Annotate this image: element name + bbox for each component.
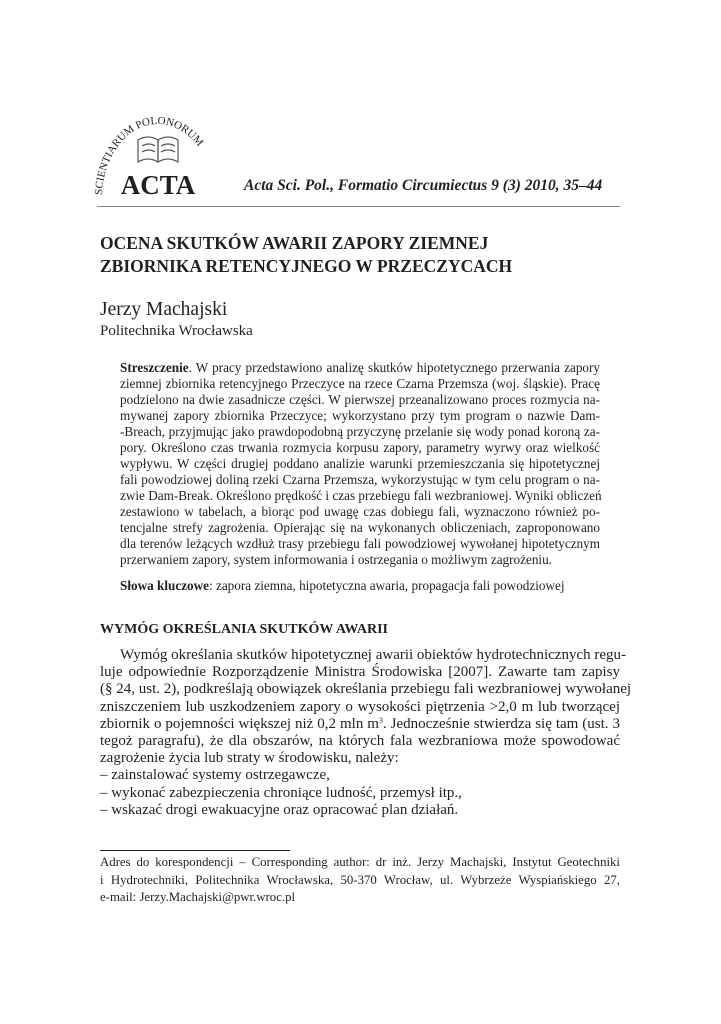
list-item: – wykonać zabezpieczenia chroniące ludność, przemysł itp.,	[100, 784, 462, 801]
body-line: Wymóg określania skutków hipotetycznej awarii obiektów hydrotechnicznych regu-	[120, 647, 627, 663]
abstract-line: mywanej zapory zbiornika Przeczyce; wykorzystano przy tym program o nazwie Dam-	[120, 408, 600, 423]
body-line	[100, 716, 620, 733]
abstract	[120, 360, 600, 568]
abstract-line: ziemnej zbiornika retencyjnego Przeczyce na rzece Czarna Przemsza (woj. śląskie). Pracę	[120, 376, 600, 391]
abstract-label: Streszczenie	[120, 360, 189, 375]
journal-citation: Acta Sci. Pol., Formatio Circumiectus 9 (3) 2010, 35–44	[244, 177, 603, 194]
section-heading: WYMÓG OKREŚLANIA SKUTKÓW AWARII	[100, 622, 388, 637]
body-line: luje odpowiednie Rozporządzenie Ministra Środowiska [2007]. Zawarte tam zapisy	[100, 664, 620, 681]
title-line: ZBIORNIKA RETENCYJNEGO W PRZECZYCACH	[100, 256, 513, 276]
abstract-line: wypływu. W części drugiej poddano analizie warunki przemieszczania się hipotetycznej	[120, 456, 600, 471]
svg-text:ACTA: ACTA	[120, 170, 196, 200]
superscript: 3	[378, 715, 383, 725]
abstract-line: tencjalne strefy zagrożenia. Opierając się na wykonanych obliczeniach, zaproponowano	[120, 520, 600, 535]
body-text	[100, 647, 632, 819]
footnote-line: i Hydrotechniki, Politechnika Wrocławska, 50-370 Wrocław, ul. Wybrzeże Wyspiańskiego 27,	[100, 872, 620, 887]
svg-text:SCIENTIARUM POLONORUM: SCIENTIARUM POLONORUM	[93, 114, 206, 196]
abstract-line: zestawiono w tabelach, a biorąc pod uwagę czas dobiegu fali, wyznaczono również po-	[120, 504, 600, 519]
abstract-line: podzielono na dwie zasadnicze części. W pierwszej przeanalizowano proces rozmycia na-	[120, 392, 600, 407]
keywords-label: Słowa kluczowe	[120, 578, 210, 593]
body-line: (§ 24, ust. 2), podkreślają obowiązek określania przebiegu fali wezbraniowej wywołanej	[100, 681, 632, 698]
abstract-line: pory. Określono czas trwania rozmycia korpusu zapory, parametry wyrwy oraz wielkość	[120, 440, 600, 455]
paper-title	[100, 232, 512, 278]
footnote-rule	[100, 850, 290, 851]
body-text-segment: zbiornik o pojemności większej niż 0,2 mln m	[100, 715, 379, 732]
abstract-line: -Breach, przyjmując jako prawdopodobną przyczynę przelanie się wody ponad koroną za-	[120, 424, 600, 439]
abstract-line: fali powodziowej doliną rzeki Czarna Przemsza, wykorzystując w tym celu program o na-	[120, 472, 600, 487]
footnote	[100, 854, 620, 907]
title-line: OCENA SKUTKÓW AWARII ZAPORY ZIEMNEJ	[100, 233, 489, 253]
abstract-line: dla terenów leżących wzdłuż trasy przebiegu fali powodziowej wywołanej hipotetycznym	[120, 536, 600, 551]
footnote-line: Adres do korespondencji – Corresponding author: dr inż. Jerzy Machajski, Instytut Geotechniki	[100, 855, 620, 869]
keywords	[120, 578, 565, 594]
abstract-line: przerwaniem zapory, system informowania i ostrzegania o możliwym zagrożeniu.	[120, 552, 552, 567]
body-line: zniszczeniem lub uszkodzeniem zapory o wysokości piętrzenia >2,0 m lub tworzącej	[100, 698, 620, 715]
abstract-text: . W pracy przedstawiono analizę skutków hipotetycznego przerwania zapory	[188, 360, 600, 375]
footnote-email: e-mail: Jerzy.Machajski@pwr.wroc.pl	[100, 890, 296, 904]
list-item: – zainstalować systemy ostrzegawcze,	[100, 767, 330, 784]
abstract-line: zwie Dam-Break. Określono prędkość i czas przebiegu fali wezbraniowej. Wyniki obliczeń	[120, 488, 602, 503]
abstract-line	[120, 360, 600, 376]
body-line: zagrożenie życia lub straty w środowisku, należy:	[100, 750, 399, 767]
affiliation: Politechnika Wrocławska	[100, 323, 253, 339]
author: Jerzy Machajski	[100, 299, 228, 320]
keywords-text: : zapora ziemna, hipotetyczna awaria, propagacja fali powodziowej	[209, 578, 565, 593]
list-item: – wskazać drogi ewakuacyjne oraz opracować plan działań.	[100, 801, 459, 818]
body-line: tegoż paragrafu), że dla obszarów, na których fala wezbraniowa może spowodować	[100, 732, 620, 749]
body-text-segment: . Jednocześnie stwierdza się tam (ust. 3	[382, 715, 620, 732]
header-rule	[97, 206, 620, 207]
journal-logo	[92, 100, 224, 200]
